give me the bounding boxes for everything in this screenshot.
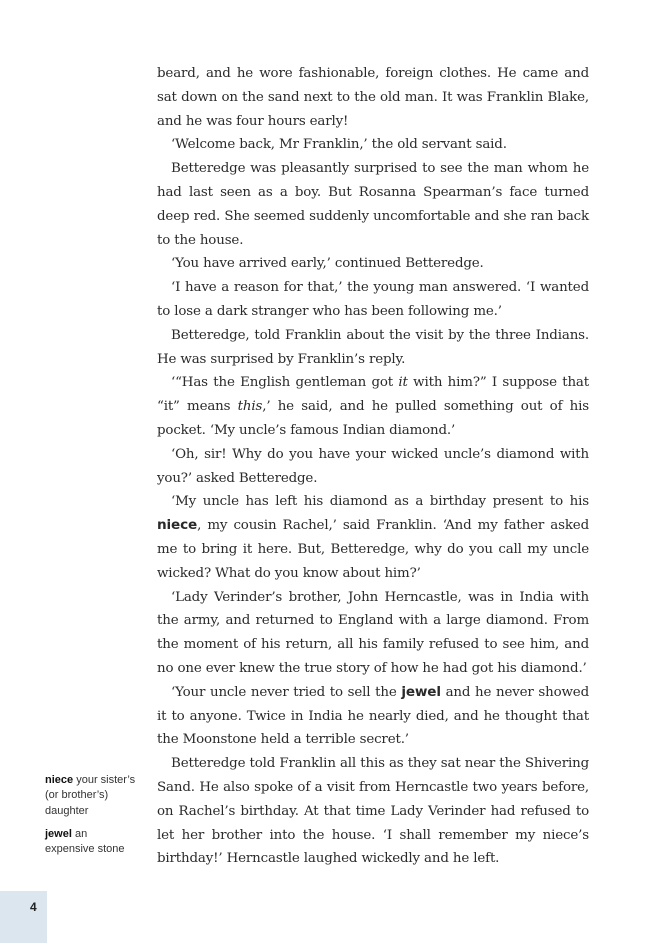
paragraph: Betteredge, told Franklin about the visit by the three Indians. He was surprised by Franklin’s reply. — [157, 327, 589, 367]
glossary-word-jewel: jewel — [401, 683, 441, 700]
glossary-word-niece: niece — [157, 517, 198, 534]
paragraph: ‘“Has the English gentleman got it with him?” I suppose that “it” means this,’ he said, and he pulled something out of his pocket. ‘My uncle’s famous Indian diamond.’ — [157, 375, 590, 438]
paragraph: ‘Oh, sir! Why do you have your wicked uncle’s diamond with you?’ asked Betteredge. — [157, 446, 589, 486]
glossary-term: jewel — [45, 827, 72, 840]
paragraph: Betteredge was pleasantly surprised to see the man whom he had last seen as a boy. But Rosanna Spearman’s face turned deep red. She seemed suddenly uncomfortable and she ran back to the house. — [157, 161, 589, 248]
paragraph: ‘Lady Verinder’s brother, John Herncastle, was in India with the army, and returned to England with a large diamond. From the moment of his return, all his family refused to see him, and no one ever knew the true story of how he had got his diamond.’ — [157, 589, 589, 676]
paragraph: ‘Your uncle never tried to sell the jewel and he never showed it to anyone. Twice in India he nearly died, and he thought that the Moonstone held a terrible secret.’ — [157, 683, 589, 748]
paragraph: ‘Welcome back, Mr Franklin,’ the old servant said. — [171, 137, 507, 153]
page-number: 4 — [30, 900, 37, 914]
emphasis: this — [237, 399, 263, 415]
paragraph: beard, and he wore fashionable, foreign clothes. He came and sat down on the sand next to the old man. It was Franklin Blake, and he was four hours early! — [157, 66, 589, 129]
glossary-entry — [45, 827, 137, 858]
story-text — [157, 62, 589, 871]
paragraph: ‘I have a reason for that,’ the young man answered. ‘I wanted to lose a dark stranger who has been following me.’ — [157, 280, 589, 319]
glossary-definition: an expensive stone — [45, 827, 125, 856]
paragraph: Betteredge told Franklin all this as they sat near the Shivering Sand. He also spoke of a visit from Herncastle two years before, on Rachel’s birthday. At that time Lady Verinder had refused to let her brother into the house. ‘I shall remember my niece’s birthday!’ Herncastle laughed wickedly and he left. — [157, 756, 589, 867]
glossary-sidebar — [45, 773, 137, 865]
emphasis: it — [398, 375, 408, 391]
glossary-term: niece — [45, 774, 74, 786]
glossary-entry — [45, 773, 137, 819]
glossary-definition: your sister’s (or brother’s) daughter — [45, 774, 136, 817]
page-number-tab — [0, 891, 47, 943]
paragraph: ‘My uncle has left his diamond as a birthday present to his niece, my cousin Rachel,’ said Franklin. ‘And my father asked me to bring it here. But, Betteredge, why do you call my uncle wicked? What do you know about him?’ — [157, 494, 589, 581]
paragraph: ‘You have arrived early,’ continued Betteredge. — [171, 256, 484, 272]
